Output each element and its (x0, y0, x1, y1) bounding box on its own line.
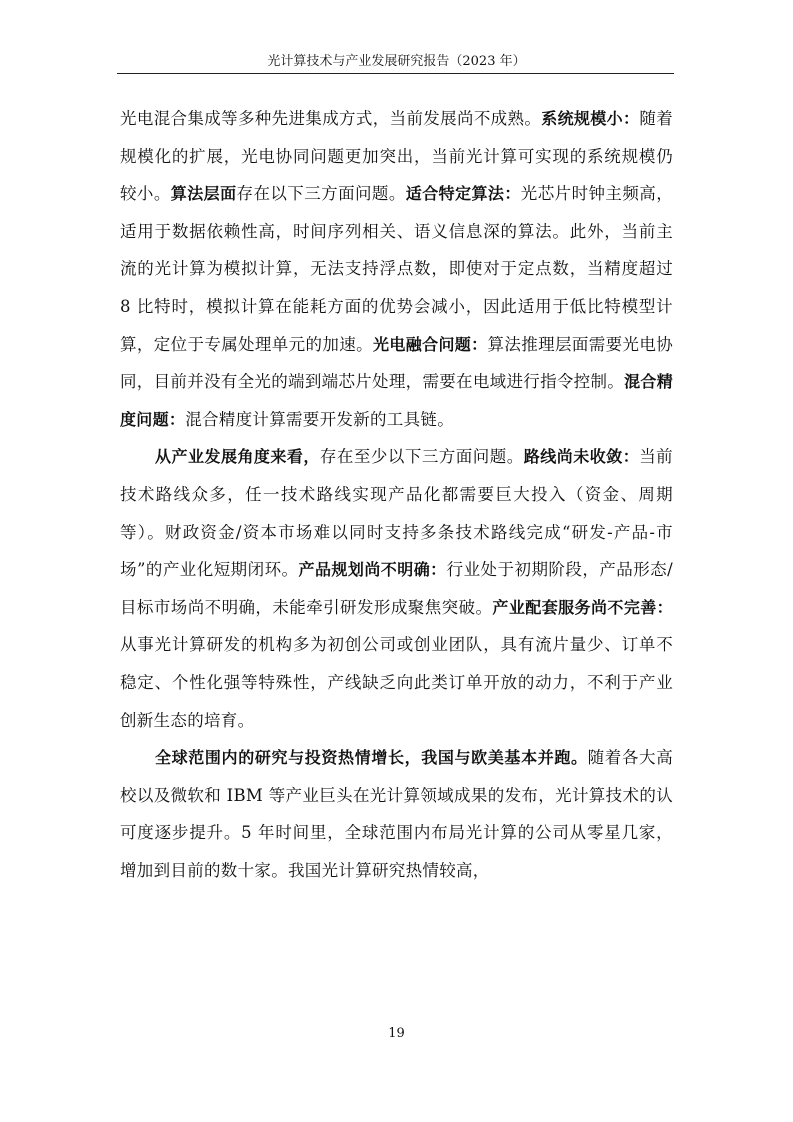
bold-heading-mixed-precision: 混合精度问题： (120, 372, 673, 429)
bold-heading-system-scale: 系统规模小： (541, 109, 640, 128)
text-segment: 随着规模化的扩展，光电协同问题更加突出，当前光计算可实现的系统规模仍较小。 (120, 109, 673, 204)
bold-heading-supporting-services: 产业配套服务尚不完善： (492, 597, 673, 617)
text-segment: 存在以下三方面问题。 (236, 184, 406, 204)
bold-heading-global-research: 全球范围内的研究与投资热情增长，我国与欧美基本并跑。 (155, 748, 588, 768)
text-segment: 行业处于初期阶段，产品形态/目标市场尚不明确，未能牵引研发形成聚焦突破。 (120, 560, 673, 617)
text-segment: 当前技术路线众多，任一技术路线实现产品化都需要巨大投入（资金、周期等）。财政资金/资本市场难以同时支持多条技术路线完成“研发-产品-市场”的产业化短期闭环。 (120, 447, 673, 580)
header-divider (117, 73, 674, 74)
bold-heading-industry-perspective: 从产业发展角度来看， (155, 447, 320, 467)
bold-heading-optoelectronic-fusion: 光电融合问题： (372, 334, 488, 354)
page-number: 19 (388, 1026, 405, 1041)
paragraph-industry (120, 438, 673, 739)
body-text (120, 100, 673, 889)
bold-heading-route-convergence: 路线尚未收敛： (523, 447, 640, 467)
paragraph-global (120, 739, 673, 889)
bold-heading-product-planning: 产品规划尚不明确： (298, 560, 447, 580)
text-segment: 光电混合集成等多种先进集成方式，当前发展尚不成熟。 (120, 109, 542, 128)
text-segment: 随着各大高校以及微软和 IBM 等产业巨头在光计算领域成果的发布，光计算技术的认可度逐步提升。5 年时间里，全球范围内布局光计算的公司从零星几家，增加到目前的数十家。我国光计算研究热情较高， (120, 748, 673, 880)
running-header: 光计算技术与产业发展研究报告（2023 年） (267, 54, 526, 69)
bold-heading-specific-algorithm: 适合特定算法： (405, 184, 521, 204)
text-segment: 存在至少以下三方面问题。 (319, 447, 524, 467)
paragraph-challenges (120, 100, 673, 438)
text-segment: 光芯片时钟主频高，适用于数据依赖性高，时间序列相关、语义信息深的算法。此外，当前主流的光计算为模拟计算，无法支持浮点数，即使对于定点数，当精度超过 8 比特时，模拟计算在能耗方面的优势会减小，因此适用于低比特模型计算，定位于专属处理单元的加速。 (120, 184, 674, 354)
bold-heading-algorithm-level: 算法层面 (170, 184, 237, 204)
text-segment: 混合精度计算需要开发新的工具链。 (185, 409, 455, 429)
text-segment: 从事光计算研发的机构多为初创公司或创业团队，具有流片量少、订单不稳定、个性化强等特殊性，产线缺乏向此类订单开放的动力，不利于产业创新生态的培育。 (120, 635, 673, 730)
text-segment: 算法推理层面需要光电协同，目前并没有全光的端到端芯片处理，需要在电域进行指令控制。 (120, 334, 673, 392)
